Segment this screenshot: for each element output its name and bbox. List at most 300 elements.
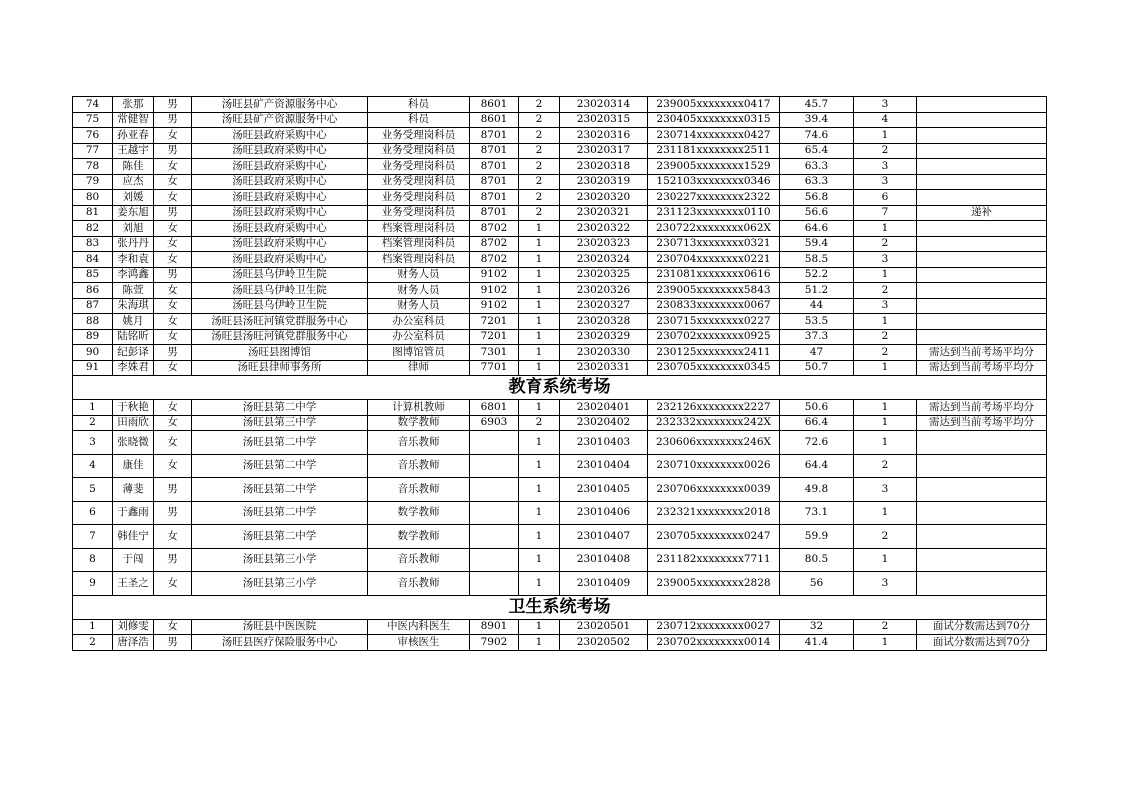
cell-quota: 1 (519, 572, 560, 596)
cell-ticket-no: 23020331 (560, 360, 648, 376)
cell-position-code: 6801 (470, 400, 519, 416)
cell-ticket-no: 23020401 (560, 400, 648, 416)
cell-position-code (470, 548, 519, 572)
cell-name: 田雨欣 (113, 415, 154, 431)
cell-name: 王越宇 (113, 143, 154, 159)
table-row (73, 454, 1047, 478)
cell-score: 63.3 (780, 174, 854, 190)
cell-note (917, 298, 1047, 314)
cell-name: 康佳 (113, 454, 154, 478)
cell-id-number: 230227xxxxxxxx2322 (648, 190, 780, 206)
cell-row-no: 4 (73, 454, 113, 478)
cell-employer: 汤旺县第三小学 (192, 548, 368, 572)
cell-position: 财务人员 (368, 298, 470, 314)
cell-rank: 1 (854, 267, 917, 283)
cell-quota: 1 (519, 454, 560, 478)
cell-gender: 女 (154, 283, 192, 299)
cell-quota: 1 (519, 431, 560, 455)
cell-score: 59.9 (780, 525, 854, 549)
cell-note: 面试分数需达到70分 (917, 635, 1047, 651)
cell-position: 审核医生 (368, 635, 470, 651)
cell-employer: 汤旺县第三中学 (192, 415, 368, 431)
cell-position: 业务受理岗科员 (368, 128, 470, 144)
cell-gender: 女 (154, 360, 192, 376)
cell-gender: 女 (154, 329, 192, 345)
cell-position: 财务人员 (368, 283, 470, 299)
cell-name: 张晓微 (113, 431, 154, 455)
cell-ticket-no: 23020315 (560, 112, 648, 128)
cell-note (917, 267, 1047, 283)
table-row (73, 267, 1047, 283)
table-row (73, 548, 1047, 572)
cell-position: 计算机教师 (368, 400, 470, 416)
cell-quota: 2 (519, 97, 560, 113)
cell-quota: 1 (519, 360, 560, 376)
cell-rank: 1 (854, 221, 917, 237)
cell-id-number: 230702xxxxxxxx0925 (648, 329, 780, 345)
cell-note (917, 454, 1047, 478)
cell-quota: 1 (519, 619, 560, 635)
cell-row-no: 81 (73, 205, 113, 221)
table-row (73, 283, 1047, 299)
cell-name: 韩佳宁 (113, 525, 154, 549)
cell-gender: 女 (154, 252, 192, 268)
cell-employer: 汤旺县第二中学 (192, 431, 368, 455)
cell-gender: 女 (154, 525, 192, 549)
cell-row-no: 9 (73, 572, 113, 596)
cell-rank: 7 (854, 205, 917, 221)
cell-name: 应杰 (113, 174, 154, 190)
cell-score: 45.7 (780, 97, 854, 113)
table-row (73, 112, 1047, 128)
cell-position-code: 8601 (470, 112, 519, 128)
cell-rank: 1 (854, 128, 917, 144)
cell-name: 陈萱 (113, 283, 154, 299)
cell-position-code (470, 525, 519, 549)
cell-row-no: 7 (73, 525, 113, 549)
cell-id-number: 239005xxxxxxxx0417 (648, 97, 780, 113)
cell-id-number: 230704xxxxxxxx0221 (648, 252, 780, 268)
cell-note (917, 501, 1047, 525)
cell-employer: 汤旺县第三小学 (192, 572, 368, 596)
cell-ticket-no: 23020328 (560, 314, 648, 330)
cell-name: 唐泽浩 (113, 635, 154, 651)
cell-note (917, 314, 1047, 330)
cell-employer: 汤旺县政府采购中心 (192, 174, 368, 190)
cell-score: 56 (780, 572, 854, 596)
cell-name: 刘修雯 (113, 619, 154, 635)
cell-quota: 1 (519, 221, 560, 237)
cell-id-number: 239005xxxxxxxx1529 (648, 159, 780, 175)
cell-position: 数学教师 (368, 525, 470, 549)
table-row (73, 478, 1047, 502)
cell-score: 53.5 (780, 314, 854, 330)
cell-quota: 1 (519, 252, 560, 268)
cell-gender: 女 (154, 431, 192, 455)
cell-rank: 2 (854, 236, 917, 252)
cell-id-number: 230705xxxxxxxx0247 (648, 525, 780, 549)
cell-position-code: 7201 (470, 314, 519, 330)
cell-score: 50.6 (780, 400, 854, 416)
cell-score: 66.4 (780, 415, 854, 431)
cell-quota: 1 (519, 525, 560, 549)
cell-score: 52.2 (780, 267, 854, 283)
cell-note (917, 159, 1047, 175)
score-table (72, 96, 1047, 651)
cell-quota: 1 (519, 635, 560, 651)
cell-row-no: 85 (73, 267, 113, 283)
cell-id-number: 239005xxxxxxxx2828 (648, 572, 780, 596)
cell-name: 陈佳 (113, 159, 154, 175)
cell-employer: 汤旺县政府采购中心 (192, 252, 368, 268)
cell-name: 孙亚春 (113, 128, 154, 144)
cell-gender: 女 (154, 572, 192, 596)
cell-employer: 汤旺县第二中学 (192, 525, 368, 549)
cell-employer: 汤旺县政府采购中心 (192, 236, 368, 252)
cell-row-no: 75 (73, 112, 113, 128)
cell-employer: 汤旺县政府采购中心 (192, 221, 368, 237)
cell-name: 李姝君 (113, 360, 154, 376)
cell-position-code (470, 454, 519, 478)
cell-employer: 汤旺县政府采购中心 (192, 205, 368, 221)
table-row (73, 525, 1047, 549)
cell-note: 需达到当前考场平均分 (917, 400, 1047, 416)
cell-gender: 女 (154, 221, 192, 237)
cell-gender: 男 (154, 205, 192, 221)
cell-position-code: 8702 (470, 236, 519, 252)
cell-note (917, 548, 1047, 572)
cell-position: 业务受理岗科员 (368, 174, 470, 190)
cell-row-no: 1 (73, 619, 113, 635)
cell-row-no: 77 (73, 143, 113, 159)
cell-position-code: 7701 (470, 360, 519, 376)
cell-quota: 1 (519, 478, 560, 502)
cell-id-number: 230405xxxxxxxx0315 (648, 112, 780, 128)
cell-gender: 女 (154, 128, 192, 144)
cell-position-code: 8901 (470, 619, 519, 635)
cell-gender: 男 (154, 143, 192, 159)
table-row (73, 298, 1047, 314)
cell-row-no: 89 (73, 329, 113, 345)
cell-ticket-no: 23010407 (560, 525, 648, 549)
cell-gender: 女 (154, 415, 192, 431)
table-row (73, 400, 1047, 416)
cell-rank: 3 (854, 159, 917, 175)
table-row (73, 431, 1047, 455)
cell-name: 朱海琪 (113, 298, 154, 314)
cell-row-no: 78 (73, 159, 113, 175)
cell-quota: 1 (519, 283, 560, 299)
cell-position-code: 8701 (470, 205, 519, 221)
cell-position: 数学教师 (368, 415, 470, 431)
cell-score: 51.2 (780, 283, 854, 299)
cell-ticket-no: 23020323 (560, 236, 648, 252)
cell-position: 音乐教师 (368, 478, 470, 502)
cell-position: 业务受理岗科员 (368, 143, 470, 159)
cell-ticket-no: 23020329 (560, 329, 648, 345)
cell-employer: 汤旺县第二中学 (192, 400, 368, 416)
cell-id-number: 231182xxxxxxxx7711 (648, 548, 780, 572)
cell-row-no: 82 (73, 221, 113, 237)
cell-id-number: 230606xxxxxxxx246X (648, 431, 780, 455)
table-row (73, 415, 1047, 431)
table-row (73, 635, 1047, 651)
cell-ticket-no: 23010403 (560, 431, 648, 455)
cell-gender: 女 (154, 298, 192, 314)
cell-employer: 汤旺县律师事务所 (192, 360, 368, 376)
cell-score: 56.8 (780, 190, 854, 206)
cell-position: 业务受理岗科员 (368, 205, 470, 221)
table-row (73, 97, 1047, 113)
cell-note: 面试分数需达到70分 (917, 619, 1047, 635)
cell-ticket-no: 23020316 (560, 128, 648, 144)
cell-employer: 汤旺县政府采购中心 (192, 190, 368, 206)
cell-score: 65.4 (780, 143, 854, 159)
cell-ticket-no: 23010406 (560, 501, 648, 525)
cell-id-number: 231181xxxxxxxx2511 (648, 143, 780, 159)
cell-ticket-no: 23020324 (560, 252, 648, 268)
cell-position: 业务受理岗科员 (368, 190, 470, 206)
cell-employer: 汤旺县政府采购中心 (192, 159, 368, 175)
cell-ticket-no: 23020320 (560, 190, 648, 206)
cell-position-code: 9102 (470, 283, 519, 299)
cell-note (917, 572, 1047, 596)
cell-employer: 汤旺县乌伊岭卫生院 (192, 298, 368, 314)
cell-note (917, 525, 1047, 549)
cell-gender: 女 (154, 619, 192, 635)
cell-position-code (470, 431, 519, 455)
cell-id-number: 230705xxxxxxxx0345 (648, 360, 780, 376)
cell-id-number: 239005xxxxxxxx5843 (648, 283, 780, 299)
cell-rank: 3 (854, 252, 917, 268)
section-heading-education: 教育系统考场 (73, 376, 1047, 400)
cell-id-number: 230722xxxxxxxx062X (648, 221, 780, 237)
cell-position-code: 8702 (470, 221, 519, 237)
cell-id-number: 230710xxxxxxxx0026 (648, 454, 780, 478)
cell-name: 李鸿鑫 (113, 267, 154, 283)
cell-gender: 女 (154, 159, 192, 175)
cell-name: 姜东旭 (113, 205, 154, 221)
cell-row-no: 91 (73, 360, 113, 376)
cell-row-no: 87 (73, 298, 113, 314)
cell-score: 59.4 (780, 236, 854, 252)
cell-position-code (470, 501, 519, 525)
cell-position-code: 8701 (470, 143, 519, 159)
cell-gender: 男 (154, 267, 192, 283)
cell-score: 39.4 (780, 112, 854, 128)
cell-employer: 汤旺县政府采购中心 (192, 143, 368, 159)
cell-quota: 2 (519, 143, 560, 159)
cell-note (917, 431, 1047, 455)
cell-score: 49.8 (780, 478, 854, 502)
cell-score: 50.7 (780, 360, 854, 376)
cell-ticket-no: 23010405 (560, 478, 648, 502)
cell-ticket-no: 23020319 (560, 174, 648, 190)
cell-employer: 汤旺县乌伊岭卫生院 (192, 267, 368, 283)
cell-ticket-no: 23020314 (560, 97, 648, 113)
cell-id-number: 230714xxxxxxxx0427 (648, 128, 780, 144)
cell-rank: 3 (854, 298, 917, 314)
cell-rank: 2 (854, 329, 917, 345)
cell-position-code: 7301 (470, 345, 519, 361)
cell-ticket-no: 23020326 (560, 283, 648, 299)
cell-employer: 汤旺县政府采购中心 (192, 128, 368, 144)
cell-employer: 汤旺县第二中学 (192, 478, 368, 502)
cell-rank: 1 (854, 501, 917, 525)
table-row (73, 345, 1047, 361)
cell-note (917, 174, 1047, 190)
cell-note (917, 221, 1047, 237)
cell-position: 业务受理岗科员 (368, 159, 470, 175)
cell-score: 56.6 (780, 205, 854, 221)
cell-note: 需达到当前考场平均分 (917, 415, 1047, 431)
cell-score: 37.3 (780, 329, 854, 345)
cell-position: 图博馆管员 (368, 345, 470, 361)
cell-rank: 3 (854, 97, 917, 113)
cell-row-no: 2 (73, 635, 113, 651)
cell-row-no: 84 (73, 252, 113, 268)
cell-score: 64.6 (780, 221, 854, 237)
cell-rank: 6 (854, 190, 917, 206)
cell-ticket-no: 23020325 (560, 267, 648, 283)
cell-employer: 汤旺县中医医院 (192, 619, 368, 635)
cell-position: 音乐教师 (368, 548, 470, 572)
cell-ticket-no: 23020321 (560, 205, 648, 221)
cell-position-code: 7902 (470, 635, 519, 651)
cell-employer: 汤旺县第二中学 (192, 501, 368, 525)
cell-gender: 男 (154, 635, 192, 651)
cell-name: 于秋艳 (113, 400, 154, 416)
cell-id-number: 231081xxxxxxxx0616 (648, 267, 780, 283)
cell-id-number: 230706xxxxxxxx0039 (648, 478, 780, 502)
cell-id-number: 230833xxxxxxxx0067 (648, 298, 780, 314)
cell-rank: 2 (854, 619, 917, 635)
cell-score: 47 (780, 345, 854, 361)
table-row (73, 128, 1047, 144)
cell-gender: 女 (154, 454, 192, 478)
cell-rank: 1 (854, 635, 917, 651)
cell-ticket-no: 23020501 (560, 619, 648, 635)
cell-quota: 2 (519, 174, 560, 190)
cell-position: 档案管理岗科员 (368, 221, 470, 237)
cell-row-no: 83 (73, 236, 113, 252)
cell-rank: 2 (854, 525, 917, 549)
cell-position: 音乐教师 (368, 572, 470, 596)
cell-name: 张那 (113, 97, 154, 113)
cell-id-number: 230125xxxxxxxx2411 (648, 345, 780, 361)
table-row (73, 360, 1047, 376)
cell-row-no: 8 (73, 548, 113, 572)
cell-rank: 1 (854, 400, 917, 416)
cell-ticket-no: 23020318 (560, 159, 648, 175)
cell-row-no: 6 (73, 501, 113, 525)
cell-position-code (470, 478, 519, 502)
cell-position: 办公室科员 (368, 314, 470, 330)
cell-ticket-no: 23010409 (560, 572, 648, 596)
cell-quota: 1 (519, 267, 560, 283)
cell-quota: 2 (519, 112, 560, 128)
cell-position-code: 9102 (470, 267, 519, 283)
cell-quota: 1 (519, 236, 560, 252)
cell-quota: 1 (519, 548, 560, 572)
cell-position-code (470, 572, 519, 596)
cell-name: 李和袁 (113, 252, 154, 268)
table-row (73, 314, 1047, 330)
cell-name: 陆铭昕 (113, 329, 154, 345)
cell-rank: 3 (854, 174, 917, 190)
cell-rank: 3 (854, 572, 917, 596)
cell-note (917, 236, 1047, 252)
cell-quota: 2 (519, 415, 560, 431)
cell-name: 于鑫雨 (113, 501, 154, 525)
cell-position-code: 9102 (470, 298, 519, 314)
cell-id-number: 230712xxxxxxxx0027 (648, 619, 780, 635)
cell-position-code: 8701 (470, 174, 519, 190)
cell-name: 姚月 (113, 314, 154, 330)
table-row (73, 174, 1047, 190)
cell-ticket-no: 23020317 (560, 143, 648, 159)
cell-position: 音乐教师 (368, 431, 470, 455)
cell-id-number: 232332xxxxxxxx242X (648, 415, 780, 431)
cell-gender: 男 (154, 501, 192, 525)
cell-employer: 汤旺县汤旺河镇党群服务中心 (192, 314, 368, 330)
cell-quota: 2 (519, 205, 560, 221)
cell-quota: 1 (519, 314, 560, 330)
cell-gender: 女 (154, 314, 192, 330)
cell-position-code: 7201 (470, 329, 519, 345)
cell-id-number: 230715xxxxxxxx0227 (648, 314, 780, 330)
cell-quota: 1 (519, 400, 560, 416)
cell-rank: 1 (854, 314, 917, 330)
cell-rank: 4 (854, 112, 917, 128)
cell-note (917, 128, 1047, 144)
cell-note (917, 97, 1047, 113)
cell-position-code: 8702 (470, 252, 519, 268)
cell-name: 于闯 (113, 548, 154, 572)
cell-quota: 2 (519, 190, 560, 206)
cell-note (917, 190, 1047, 206)
table-row (73, 159, 1047, 175)
cell-quota: 1 (519, 345, 560, 361)
cell-score: 72.6 (780, 431, 854, 455)
cell-ticket-no: 23020330 (560, 345, 648, 361)
cell-rank: 2 (854, 345, 917, 361)
cell-rank: 1 (854, 548, 917, 572)
cell-ticket-no: 23020402 (560, 415, 648, 431)
cell-rank: 1 (854, 415, 917, 431)
cell-note: 递补 (917, 205, 1047, 221)
cell-rank: 2 (854, 454, 917, 478)
cell-employer: 汤旺县汤旺河镇党群服务中心 (192, 329, 368, 345)
section-heading-health: 卫生系统考场 (73, 595, 1047, 619)
cell-position-code: 8701 (470, 190, 519, 206)
cell-position: 财务人员 (368, 267, 470, 283)
cell-name: 纪彭译 (113, 345, 154, 361)
cell-name: 常健智 (113, 112, 154, 128)
cell-note (917, 143, 1047, 159)
table-row (73, 501, 1047, 525)
cell-position: 档案管理岗科员 (368, 236, 470, 252)
cell-note (917, 478, 1047, 502)
cell-note: 需达到当前考场平均分 (917, 360, 1047, 376)
cell-row-no: 2 (73, 415, 113, 431)
cell-rank: 1 (854, 360, 917, 376)
cell-gender: 男 (154, 112, 192, 128)
cell-row-no: 80 (73, 190, 113, 206)
cell-note (917, 283, 1047, 299)
cell-gender: 男 (154, 97, 192, 113)
cell-employer: 汤旺县图博馆 (192, 345, 368, 361)
